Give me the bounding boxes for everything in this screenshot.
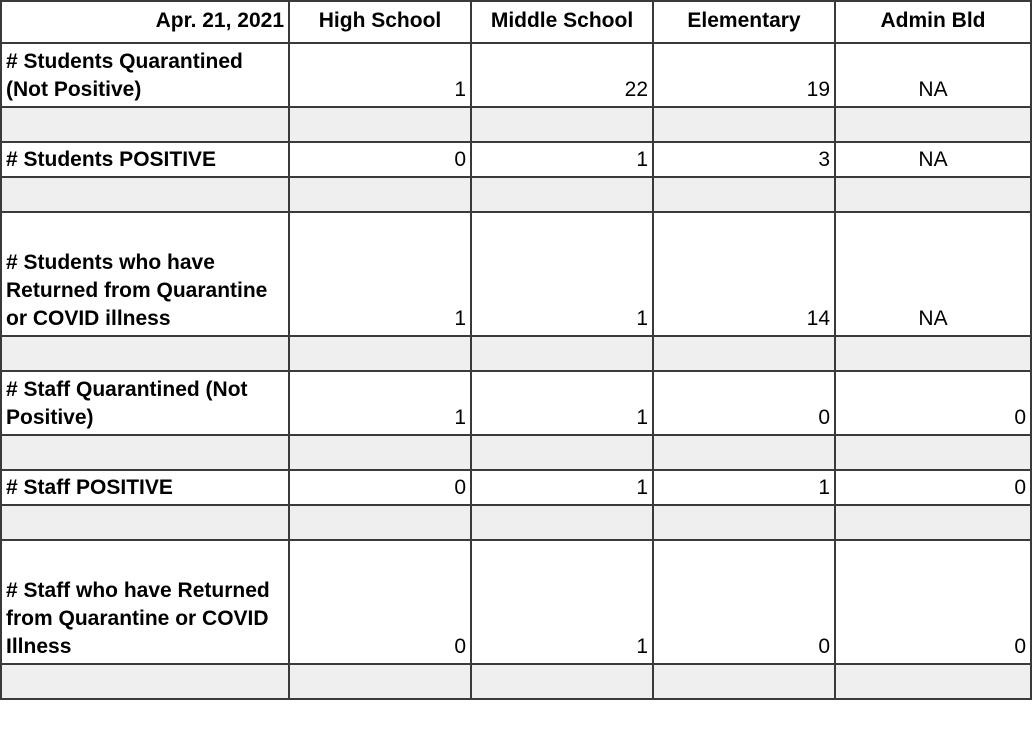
table-cell[interactable]: 1 — [471, 470, 653, 505]
column-header-middle-school[interactable]: Middle School — [471, 1, 653, 43]
table-row — [1, 142, 1031, 177]
row-label[interactable]: # Students POSITIVE — [1, 142, 289, 177]
table-cell[interactable]: 1 — [471, 540, 653, 664]
table-cell[interactable]: NA — [835, 212, 1031, 336]
table-row — [1, 371, 1031, 435]
empty-cell[interactable] — [289, 177, 471, 212]
empty-cell[interactable] — [653, 107, 835, 142]
table-cell[interactable]: 0 — [289, 142, 471, 177]
empty-cell[interactable] — [289, 107, 471, 142]
empty-cell[interactable] — [835, 664, 1031, 699]
table-cell[interactable]: 0 — [653, 540, 835, 664]
spacer-row — [1, 336, 1031, 371]
table-cell[interactable]: 3 — [653, 142, 835, 177]
row-label[interactable]: # Students who have Returned from Quarantine or COVID illness — [1, 212, 289, 336]
spacer-row — [1, 107, 1031, 142]
header-row — [1, 1, 1031, 43]
empty-cell[interactable] — [835, 435, 1031, 470]
empty-cell[interactable] — [471, 177, 653, 212]
empty-cell[interactable] — [289, 505, 471, 540]
table-cell[interactable]: 0 — [653, 371, 835, 435]
empty-cell[interactable] — [471, 505, 653, 540]
empty-cell[interactable] — [653, 664, 835, 699]
table-cell[interactable]: 1 — [471, 371, 653, 435]
empty-cell[interactable] — [289, 336, 471, 371]
column-header-elementary[interactable]: Elementary — [653, 1, 835, 43]
table-cell[interactable]: NA — [835, 142, 1031, 177]
empty-cell[interactable] — [835, 177, 1031, 212]
row-label[interactable]: # Staff Quarantined (Not Positive) — [1, 371, 289, 435]
column-header-admin-bld[interactable]: Admin Bld — [835, 1, 1031, 43]
table-cell[interactable]: 22 — [471, 43, 653, 107]
spacer-row — [1, 177, 1031, 212]
table-cell[interactable]: 0 — [835, 371, 1031, 435]
empty-cell[interactable] — [835, 505, 1031, 540]
empty-cell[interactable] — [1, 177, 289, 212]
table-cell[interactable]: 0 — [289, 470, 471, 505]
empty-cell[interactable] — [653, 435, 835, 470]
table-row — [1, 540, 1031, 664]
empty-cell[interactable] — [835, 336, 1031, 371]
empty-cell[interactable] — [1, 336, 289, 371]
table-cell[interactable]: 0 — [835, 540, 1031, 664]
row-label[interactable]: # Students Quarantined (Not Positive) — [1, 43, 289, 107]
row-label[interactable]: # Staff POSITIVE — [1, 470, 289, 505]
table-cell[interactable]: 1 — [289, 371, 471, 435]
table-cell[interactable]: 19 — [653, 43, 835, 107]
table-cell[interactable]: 0 — [289, 540, 471, 664]
empty-cell[interactable] — [1, 107, 289, 142]
empty-cell[interactable] — [835, 107, 1031, 142]
row-label[interactable]: # Staff who have Returned from Quarantine or COVID Illness — [1, 540, 289, 664]
table-cell[interactable]: 1 — [471, 212, 653, 336]
empty-cell[interactable] — [471, 664, 653, 699]
column-header-high-school[interactable]: High School — [289, 1, 471, 43]
empty-cell[interactable] — [471, 107, 653, 142]
spacer-row — [1, 664, 1031, 699]
table-row — [1, 43, 1031, 107]
empty-cell[interactable] — [653, 177, 835, 212]
table-cell[interactable]: 0 — [835, 470, 1031, 505]
empty-cell[interactable] — [289, 664, 471, 699]
table-row — [1, 470, 1031, 505]
table-cell[interactable]: 1 — [471, 142, 653, 177]
table-cell[interactable]: NA — [835, 43, 1031, 107]
report-date[interactable]: Apr. 21, 2021 — [1, 1, 289, 43]
spacer-row — [1, 435, 1031, 470]
empty-cell[interactable] — [1, 664, 289, 699]
table-cell[interactable]: 1 — [289, 212, 471, 336]
table-row — [1, 212, 1031, 336]
empty-cell[interactable] — [289, 435, 471, 470]
empty-cell[interactable] — [471, 435, 653, 470]
table-cell[interactable]: 1 — [289, 43, 471, 107]
empty-cell[interactable] — [653, 505, 835, 540]
empty-cell[interactable] — [471, 336, 653, 371]
table-cell[interactable]: 14 — [653, 212, 835, 336]
empty-cell[interactable] — [653, 336, 835, 371]
spacer-row — [1, 505, 1031, 540]
empty-cell[interactable] — [1, 435, 289, 470]
empty-cell[interactable] — [1, 505, 289, 540]
table-cell[interactable]: 1 — [653, 470, 835, 505]
